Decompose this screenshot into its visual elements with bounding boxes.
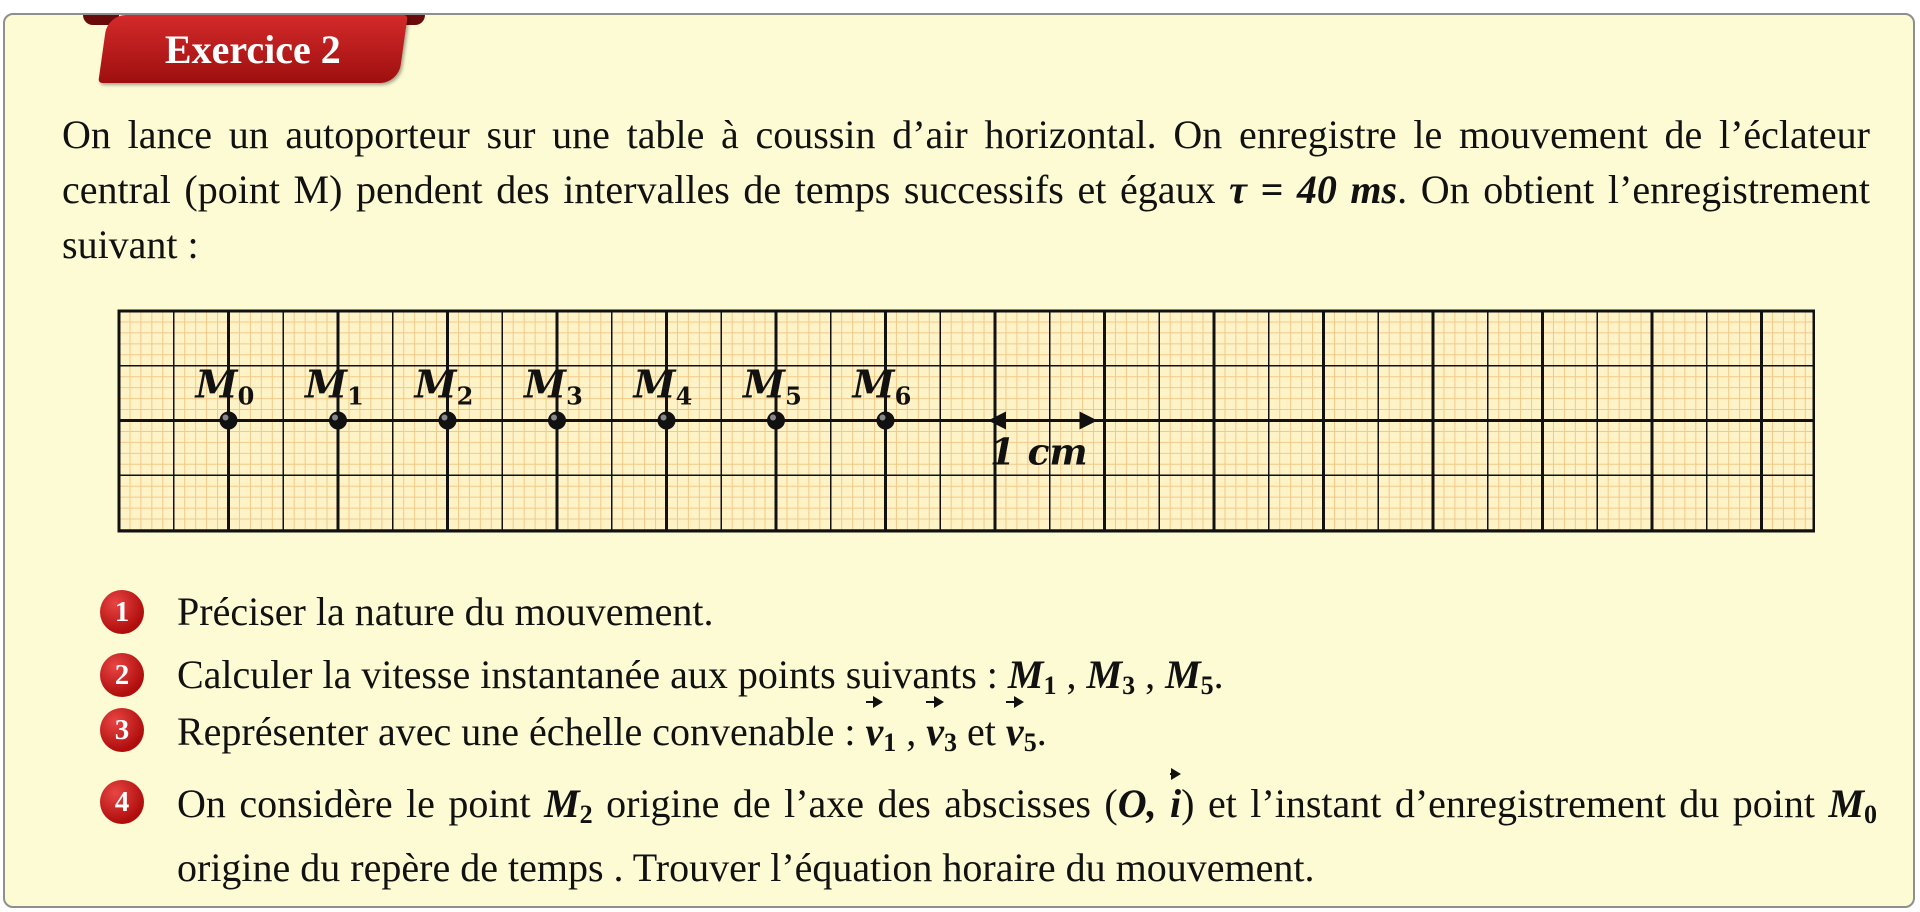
question-text [177, 585, 1877, 638]
question-1-text: Préciser la nature du mouvement. [177, 589, 714, 634]
recording-point [329, 412, 347, 430]
point-m2: M [544, 781, 580, 826]
recording-point [439, 412, 457, 430]
vector-v3: v [926, 695, 944, 758]
intro-math: τ = 40 ms [1229, 167, 1398, 212]
question-number-badge: 2 [100, 653, 144, 697]
question-text [177, 695, 1877, 769]
recording-point [658, 412, 676, 430]
question-4-text-d: origine du repère de temps . Trouver l’équation horaire du mouvement. [177, 845, 1315, 890]
point-m3-sub: 3 [1122, 671, 1136, 700]
recording-point-highlight [223, 415, 229, 421]
point-label: M2 [414, 361, 474, 411]
recording-graph-paper [115, 308, 1815, 538]
vector-v5: v [1006, 695, 1024, 758]
point-label: M0 [195, 361, 255, 411]
recording-point-highlight [442, 415, 448, 421]
end-punct: . [1213, 652, 1224, 697]
question-number-badge: 1 [100, 590, 144, 634]
point-m5-sub: 5 [1200, 671, 1214, 700]
question-text [177, 767, 1877, 894]
point-label: M5 [743, 361, 802, 411]
exercise-title-ribbon [98, 15, 408, 83]
question-4-text-b: origine de l’axe des abscisses ( [592, 781, 1118, 826]
recording-point-highlight [770, 415, 776, 421]
vector-v1-sub: 1 [883, 728, 897, 757]
scale-label: 1 cm [990, 431, 1088, 474]
recording-point-highlight [661, 415, 667, 421]
point-label: M3 [524, 361, 583, 411]
separator: , [1056, 652, 1087, 697]
point-m3: M [1086, 652, 1123, 697]
point-m0: M [1828, 781, 1865, 826]
question-number-badge: 4 [100, 780, 144, 824]
separator: , [1135, 652, 1166, 697]
recording-point [548, 412, 566, 430]
conjunction: et [957, 709, 1006, 754]
exercise-card [3, 13, 1915, 908]
intro-paragraph [62, 107, 1870, 272]
end-punct: . [1036, 709, 1047, 754]
question-2-text: Calculer la vitesse instantanée aux points suivants : [177, 652, 1008, 697]
origin-o: O, [1117, 781, 1171, 826]
point-m1: M [1007, 652, 1044, 697]
question-number-badge: 3 [100, 708, 144, 752]
separator: , [896, 709, 927, 754]
point-m2-sub: 2 [579, 800, 593, 829]
vector-v1: v [866, 695, 884, 758]
recording-svg [115, 308, 1815, 533]
point-m0-sub: 0 [1864, 800, 1878, 829]
recording-point-highlight [551, 415, 557, 421]
question-4-text-c: ) et l’instant d’enregistrement du point [1181, 781, 1829, 826]
question-4-text-a: On considère le point [177, 781, 545, 826]
intro-text-1: On lance un autoporteur sur une table à coussin d’air horizontal. On enregistre le mouvement de l’éclateur central (point M) pendent des intervalles de temps successifs et égaux [62, 112, 1870, 212]
point-label: M4 [633, 361, 693, 411]
vector-i: i [1170, 767, 1181, 830]
point-m1-sub: 1 [1043, 671, 1057, 700]
recording-point [877, 412, 895, 430]
recording-point [767, 412, 785, 430]
intro-text-2: . On obtient l’enregistrement suivant : [62, 167, 1871, 267]
recording-point-highlight [880, 415, 886, 421]
point-m5: M [1165, 652, 1201, 697]
question-3-text: Représenter avec une échelle convenable : [177, 709, 866, 754]
recording-point [220, 412, 238, 430]
vector-v5-sub: 5 [1023, 728, 1037, 757]
vector-v3-sub: 3 [944, 728, 958, 757]
point-label: M1 [305, 361, 364, 411]
recording-point-highlight [332, 415, 338, 421]
exercise-title: Exercice 2 [165, 26, 341, 72]
point-label: M6 [852, 361, 912, 411]
